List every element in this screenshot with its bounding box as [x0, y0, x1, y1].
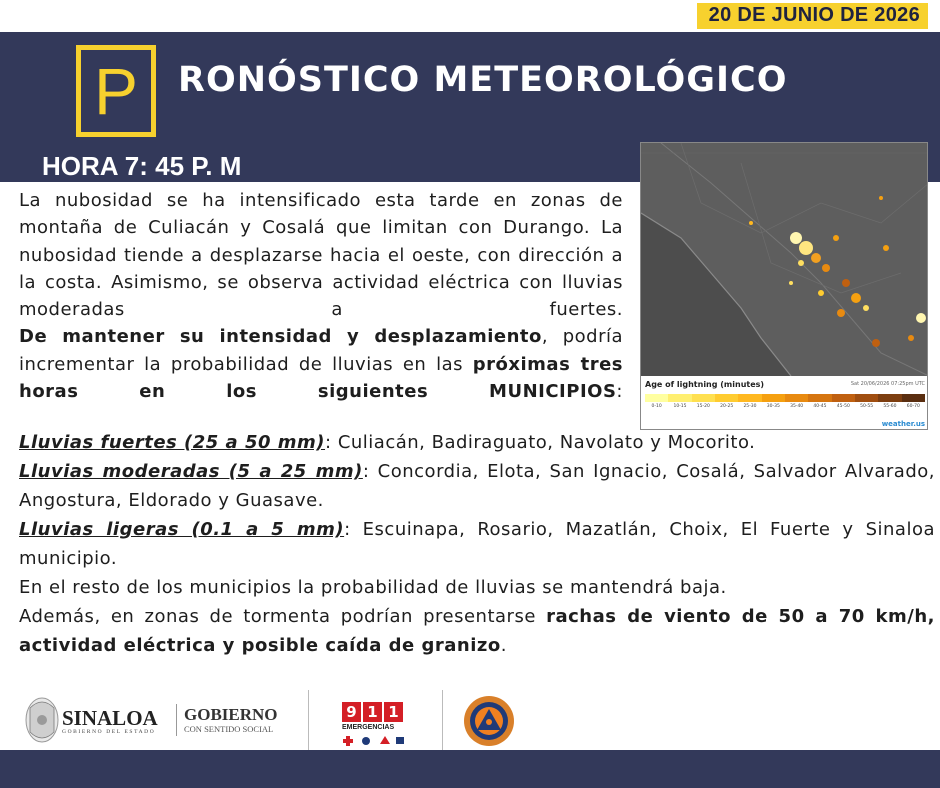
fire-icon [380, 736, 390, 744]
forecast-label: Lluvias moderadas (5 a 25 mm) [19, 461, 363, 482]
legend-swatch [808, 394, 831, 402]
cross-icon [343, 736, 353, 746]
date-label: 20 DE JUNIO DE 2026 [697, 3, 928, 29]
logo-911 [342, 702, 403, 722]
legend-swatch [878, 394, 901, 402]
legend-range-label: 60-70 [906, 404, 920, 409]
legend-labels [645, 404, 925, 409]
forecast-heavy [19, 428, 935, 457]
intro-text [19, 187, 623, 405]
date-bar [0, 0, 940, 32]
legend-swatch [668, 394, 691, 402]
footer-bar [0, 750, 940, 788]
legend-range-label: 0-10 [651, 404, 662, 409]
warning-emphasis: rachas de viento de 50 a 70 km/h, actividad eléctrica y posible caída de granizo [19, 606, 935, 656]
legend-title: Age of lightning (minutes) [645, 380, 765, 389]
legend-range-label: 15-20 [696, 404, 710, 409]
forecast-moderate [19, 457, 935, 515]
digit-9: 9 [342, 702, 361, 722]
legend-swatch [645, 394, 668, 402]
rest-note: En el resto de los municipios la probabilidad de lluvias se mantendrá baja. [19, 577, 727, 598]
lightning-map [640, 142, 928, 430]
gobierno-wordmark: GOBIERNO [184, 705, 278, 724]
gobierno-subtitle: CON SENTIDO SOCIAL [184, 724, 274, 734]
proteccion-civil-icon [461, 694, 517, 748]
legend-swatch [832, 394, 855, 402]
legend-swatch [692, 394, 715, 402]
legend-swatch [762, 394, 785, 402]
legend-range-label: 50-55 [860, 404, 874, 409]
legend-range-label: 35-40 [790, 404, 804, 409]
legend-range-label: 25-30 [743, 404, 757, 409]
logo-separator [176, 704, 177, 736]
legend-color-scale [645, 394, 925, 402]
wind-warning [19, 602, 935, 660]
page-title: RONÓSTICO METEOROLÓGICO [178, 60, 788, 100]
logo-divider [308, 690, 309, 750]
map-legend [641, 376, 928, 430]
intro-continuation [19, 326, 623, 402]
legend-swatch [738, 394, 761, 402]
legend-range-label: 40-45 [813, 404, 827, 409]
forecast-municipalities: : Concordia, Elota, San Ignacio, Cosalá, Salvador Alvarado, Angostura, Eldorado y Guasave. [19, 461, 936, 511]
map-brand: weather.us [881, 420, 925, 428]
digit-1: 1 [363, 702, 382, 722]
warning-suffix: . [500, 635, 507, 656]
sinaloa-wordmark: SINALOA [62, 706, 158, 730]
sinaloa-subtitle: GOBIERNO DEL ESTADO [62, 729, 156, 735]
intro-paragraph: La nubosidad se ha intensificado esta tarde en zonas de montaña de Culiacán y Cosalá que limitan con Durango. La nubosidad tiende a desplazarse hacia el oeste, con dirección a la costa. Asimismo, se observa actividad eléctrica con lluvias moderadas a fuertes. [19, 190, 623, 321]
lightning-map-image [641, 143, 928, 376]
title-initial: P [93, 54, 139, 128]
legend-swatch [785, 394, 808, 402]
title-initial-box [76, 45, 156, 137]
forecast-label: Lluvias ligeras (0.1 a 5 mm) [19, 519, 345, 540]
legend-range-label: 20-25 [720, 404, 734, 409]
forecast-list [19, 428, 935, 660]
intro-middle: , podría incrementar la probabilidad de lluvias en las [19, 326, 623, 375]
digit-1: 1 [384, 702, 403, 722]
footer-logos [0, 690, 940, 750]
forecast-label: Lluvias fuertes (25 a 50 mm) [19, 432, 326, 453]
legend-range-label: 10-15 [673, 404, 687, 409]
rescue-icon [396, 737, 404, 744]
intro-emphasis-2: próximas tres horas en los siguientes MUNICIPIOS [19, 353, 623, 403]
forecast-municipalities: : Escuinapa, Rosario, Mazatlán, Choix, El Fuerte y Sinaloa municipio. [19, 519, 935, 569]
warning-prefix: Además, en zonas de tormenta podrían presentarse [19, 606, 536, 627]
logo-divider [442, 690, 443, 750]
police-icon [362, 737, 370, 745]
sinaloa-seal-icon [26, 698, 58, 742]
legend-swatch [902, 394, 925, 402]
legend-swatch [855, 394, 878, 402]
emergency-icons [342, 734, 406, 746]
legend-meta: Sat 20/06/2026 07:25pm UTC [850, 381, 925, 387]
intro-colon: : [616, 381, 623, 403]
legend-range-label: 55-60 [883, 404, 897, 409]
emergencias-label: EMERGENCIAS [342, 724, 395, 731]
forecast-municipalities: : Culiacán, Badiraguato, Navolato y Mocorito. [325, 432, 756, 453]
legend-swatch [715, 394, 738, 402]
report-time: HORA 7: 45 P. M [42, 151, 242, 181]
forecast-light [19, 515, 935, 573]
legend-range-label: 30-35 [766, 404, 780, 409]
intro-emphasis-1: De mantener su intensidad y desplazamiento [19, 326, 542, 348]
legend-range-label: 45-50 [836, 404, 850, 409]
